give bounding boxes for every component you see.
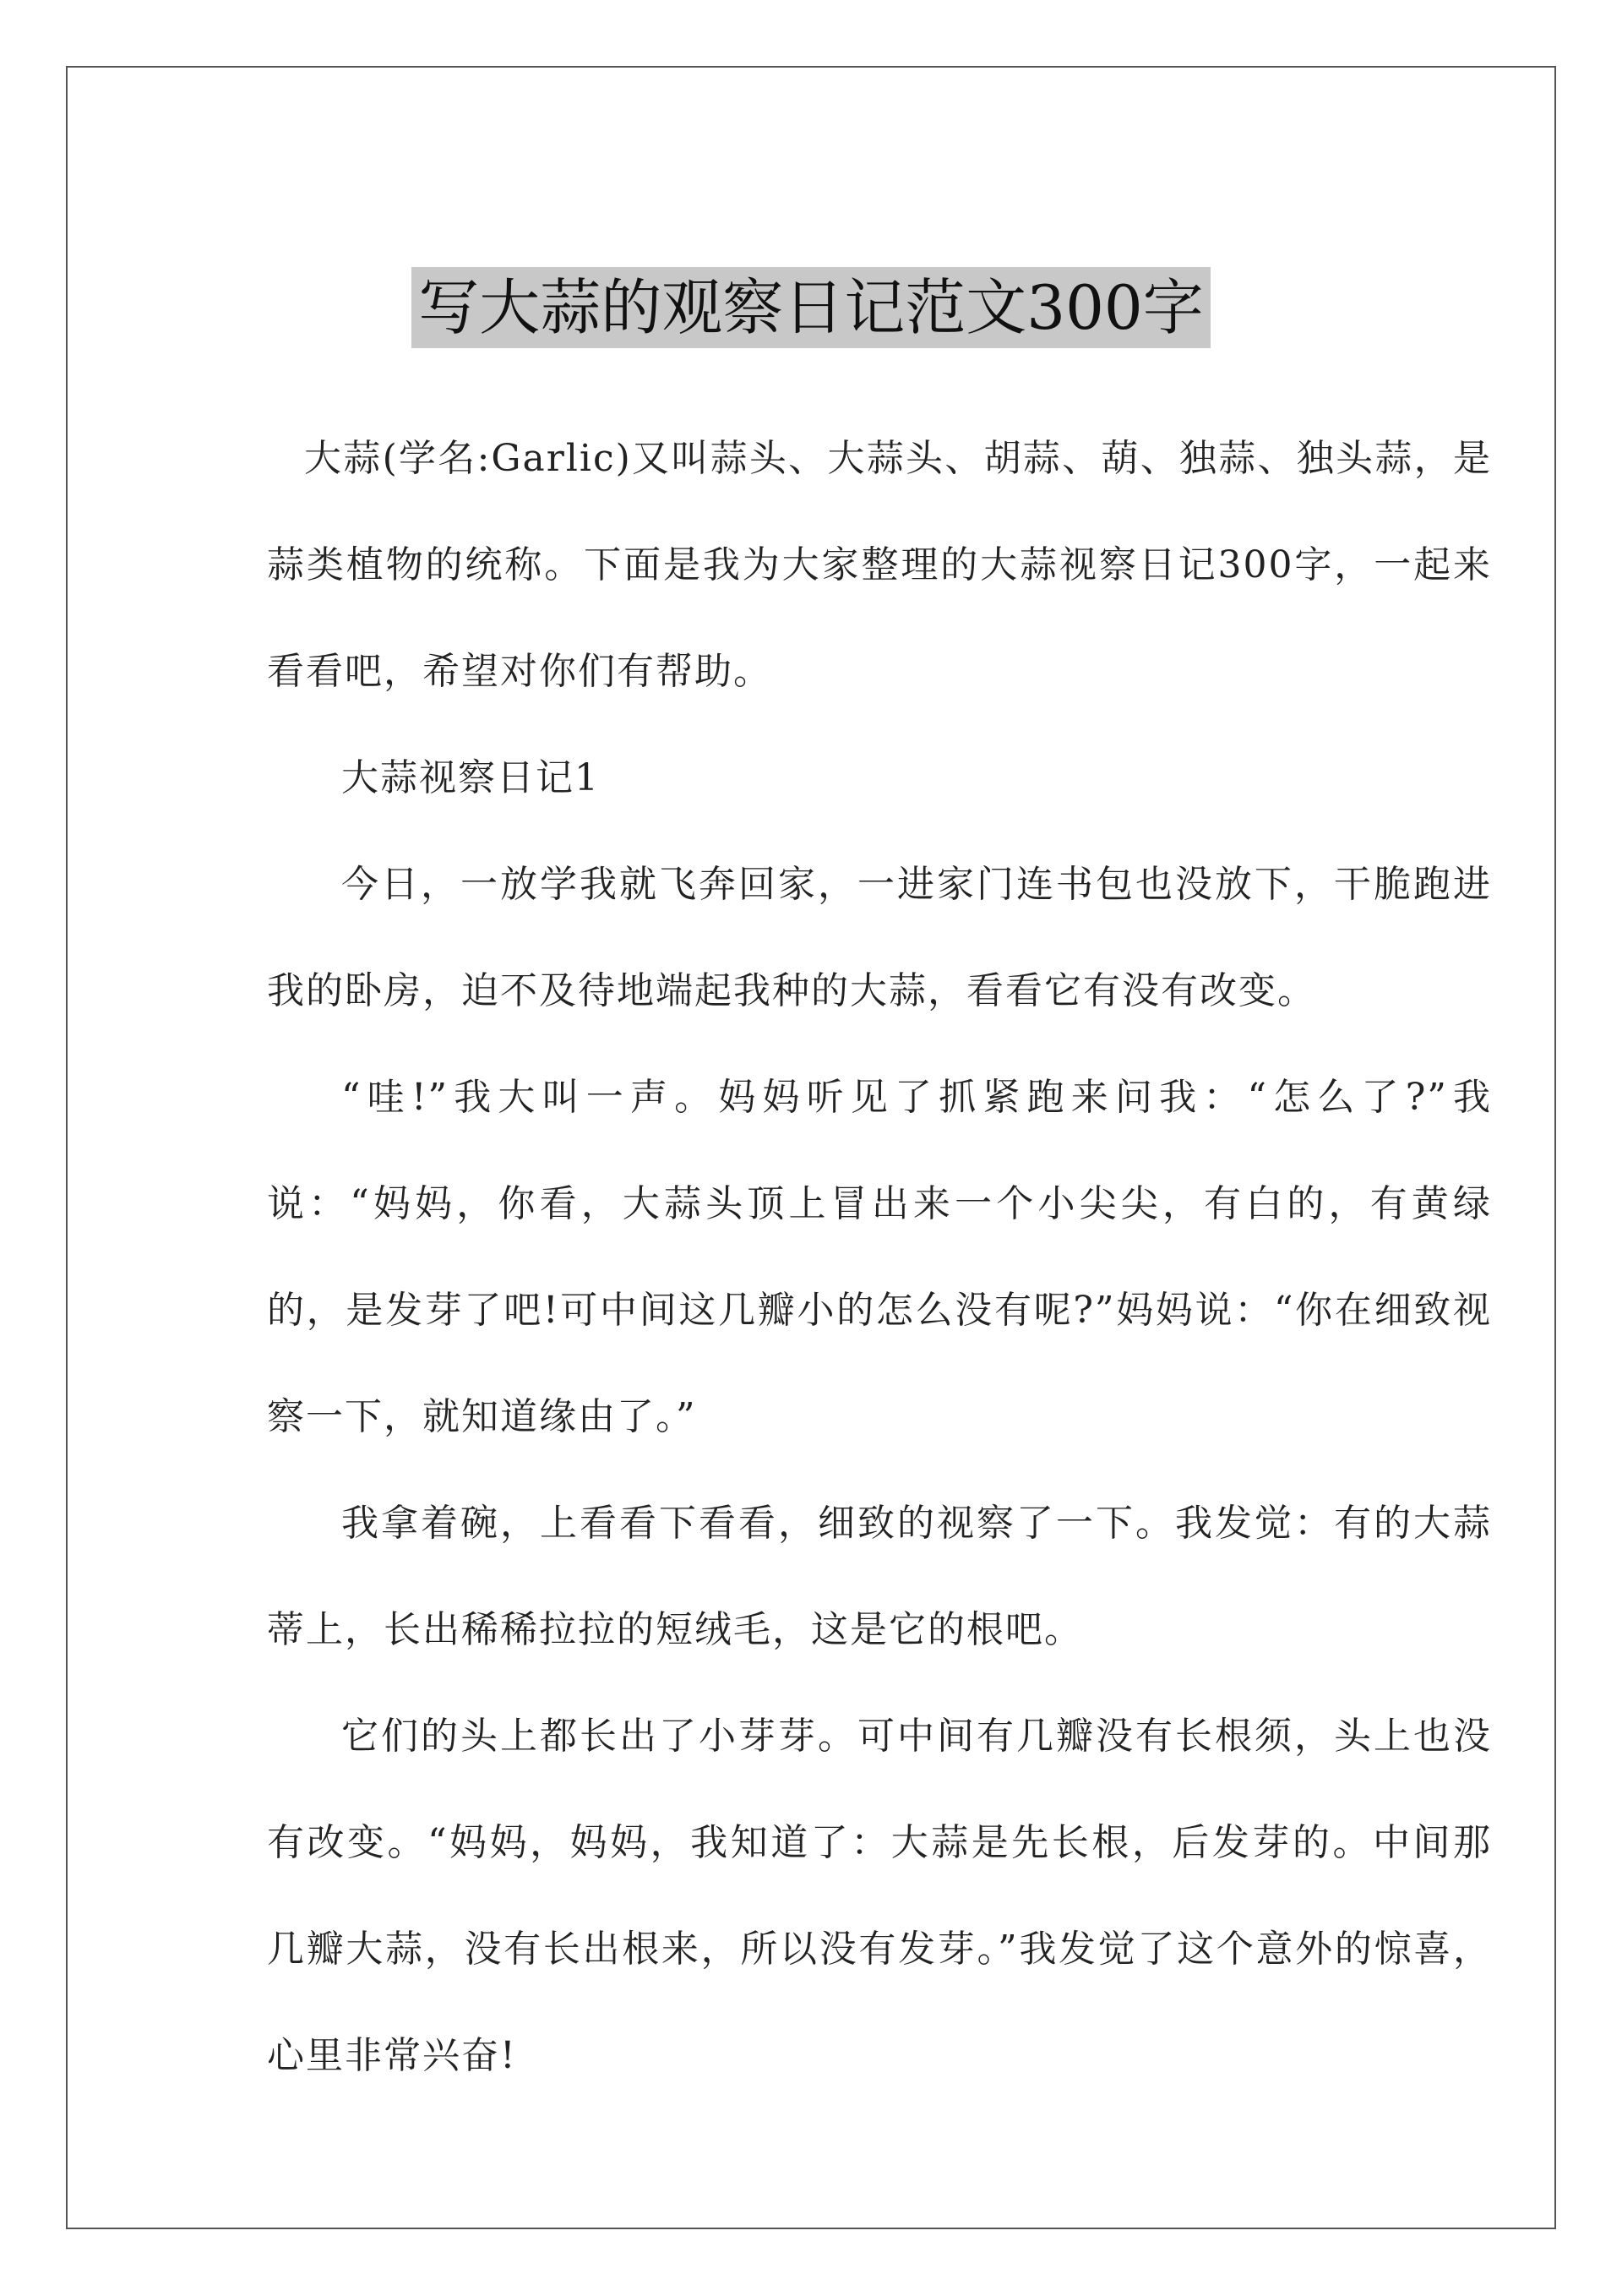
paragraph: 它们的头上都长出了小芽芽。可中间有几瓣没有长根须，头上也没有改变。“妈妈，妈妈，我知道了：大蒜是先长根，后发芽的。中间那几瓣大蒜，没有长出根来，所以没有发芽。”我发觉了这个意外的惊喜，心里非常兴奋! (267, 1715, 1492, 2077)
document-title-block (68, 267, 1554, 348)
paragraph: 我拿着碗，上看看下看看，细致的视察了一下。我发觉：有的大蒜蒂上，长出稀稀拉拉的短绒毛，这是它的根吧。 (267, 1502, 1492, 1651)
paragraph: 今日，一放学我就飞奔回家，一进家门连书包也没放下，干脆跑进我的卧房，迫不及待地端起我种的大蒜，看看它有没有改变。 (267, 863, 1492, 1012)
document-title: 写大蒜的观察日记范文300字 (411, 267, 1210, 348)
paragraph: “哇!”我大叫一声。妈妈听见了抓紧跑来问我：“怎么了?”我说：“妈妈，你看，大蒜头顶上冒出来一个小尖尖，有白的，有黄绿的，是发芽了吧!可中间这几瓣小的怎么没有呢?”妈妈说：“你在细致视察一下，就知道缘由了。” (267, 1076, 1492, 1438)
document-body (267, 406, 1492, 2109)
paragraph-intro: 大蒜(学名:Garlic)又叫蒜头、大蒜头、胡蒜、葫、独蒜、独头蒜，是蒜类植物的统称。下面是我为大家整理的大蒜视察日记300字，一起来看看吧，希望对你们有帮助。 (267, 437, 1492, 693)
page-frame (66, 66, 1556, 2229)
section-heading: 大蒜视察日记1 (341, 756, 600, 799)
